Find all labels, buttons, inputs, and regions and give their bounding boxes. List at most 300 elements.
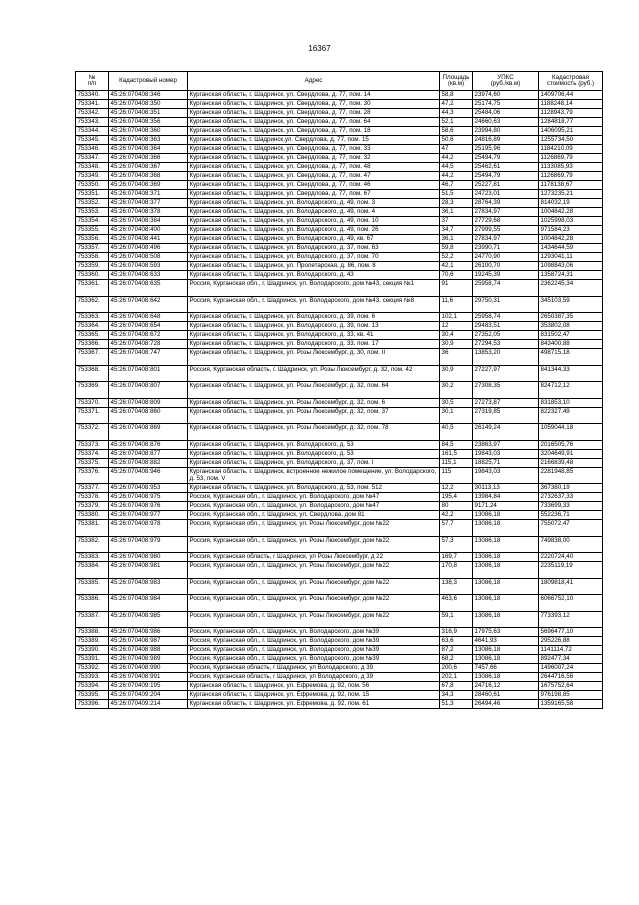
cadastral-cost-cell: 2220724,40 bbox=[539, 553, 603, 562]
cadastral-cost-cell: 841344,33 bbox=[539, 365, 603, 382]
cadastral-number-cell: 45:26:070408:366 bbox=[109, 154, 188, 163]
address-cell: Курганская область, г. Шадринск, ул. Володарского, д. 49, пом. 26 bbox=[188, 226, 440, 235]
address-cell: Курганская область, г. Шадринск, ул. Свердлова, д. 77, пом. 32 bbox=[188, 154, 440, 163]
upks-cell: 23994,80 bbox=[473, 127, 539, 136]
upks-cell: 19843,03 bbox=[473, 467, 539, 484]
area-cell: 44,2 bbox=[440, 172, 473, 181]
row-number-cell: 753349. bbox=[76, 172, 109, 181]
area-cell: 169,7 bbox=[440, 553, 473, 562]
cadastral-number-cell: 45:26:070408:672 bbox=[109, 331, 188, 340]
table-row bbox=[76, 440, 603, 449]
row-number-cell: 753385. bbox=[76, 578, 109, 595]
upks-cell: 27273,87 bbox=[473, 398, 539, 407]
area-cell: 138,3 bbox=[440, 578, 473, 595]
address-cell: Россия, Курганская обл., г. Шадринск, ул. Володарского, дом №39 bbox=[188, 646, 440, 655]
row-number-cell: 753377. bbox=[76, 484, 109, 493]
table-row bbox=[76, 673, 603, 682]
row-number-cell: 753359. bbox=[76, 262, 109, 271]
table-row bbox=[76, 199, 603, 208]
row-number-cell: 753342. bbox=[76, 109, 109, 118]
row-number-cell: 753343. bbox=[76, 118, 109, 127]
cadastral-cost-cell: 552236,71 bbox=[539, 511, 603, 520]
row-number-cell: 753381. bbox=[76, 520, 109, 537]
cadastral-cost-cell: 1284818,77 bbox=[539, 118, 603, 127]
area-cell: 36,1 bbox=[440, 235, 473, 244]
area-cell: 28,3 bbox=[440, 199, 473, 208]
cadastral-cost-cell: 6066752,10 bbox=[539, 595, 603, 612]
address-cell: Курганская область, г. Шадринск, ул. Володарского, д. 37, пом. 63 bbox=[188, 244, 440, 253]
row-number-cell: 753384. bbox=[76, 562, 109, 579]
table-row bbox=[76, 296, 603, 313]
address-cell: Курганская область, г. Шадринск, ул. Свердлова, д. 77, пом. 67 bbox=[188, 190, 440, 199]
table-row bbox=[76, 349, 603, 366]
cadastral-number-cell: 45:26:070408:400 bbox=[109, 226, 188, 235]
upks-cell: 30113,13 bbox=[473, 484, 539, 493]
table-row bbox=[76, 562, 603, 579]
table-row bbox=[76, 313, 603, 322]
area-cell: 52,2 bbox=[440, 253, 473, 262]
upks-cell: 13086,18 bbox=[473, 595, 539, 612]
header-num-label: № п/п bbox=[87, 73, 97, 87]
cadastral-cost-cell: 1434644,59 bbox=[539, 244, 603, 253]
table-row bbox=[76, 217, 603, 226]
row-number-cell: 753361. bbox=[76, 280, 109, 297]
row-number-cell: 753351. bbox=[76, 190, 109, 199]
cadastral-cost-cell: 814032,19 bbox=[539, 199, 603, 208]
cadastral-cost-cell: 1178138,67 bbox=[539, 181, 603, 190]
address-cell: Курганская область, г. Шадринск, ул. Розы Люксембург, д. 32, пом. 37 bbox=[188, 407, 440, 424]
table-row bbox=[76, 365, 603, 382]
upks-cell: 13086,18 bbox=[473, 646, 539, 655]
upks-cell: 27834,97 bbox=[473, 208, 539, 217]
row-number-cell: 753382. bbox=[76, 536, 109, 553]
row-number-cell: 753367. bbox=[76, 349, 109, 366]
area-cell: 46,7 bbox=[440, 181, 473, 190]
table-row bbox=[76, 253, 603, 262]
area-cell: 67,8 bbox=[440, 682, 473, 691]
table-row bbox=[76, 382, 603, 399]
row-number-cell: 753391. bbox=[76, 655, 109, 664]
table-row bbox=[76, 691, 603, 700]
upks-cell: 13086,18 bbox=[473, 553, 539, 562]
upks-cell: 27308,35 bbox=[473, 382, 539, 399]
table-row bbox=[76, 181, 603, 190]
upks-cell: 29483,51 bbox=[473, 322, 539, 331]
header-cadastral-cost bbox=[539, 72, 603, 91]
table-row bbox=[76, 154, 603, 163]
address-cell: Курганская область, г. Шадринск, ул. Володарского, д. 49, кв. 67 bbox=[188, 235, 440, 244]
table-row bbox=[76, 611, 603, 628]
cadastral-number-cell: 45:26:070408:975 bbox=[109, 493, 188, 502]
table-row bbox=[76, 449, 603, 458]
row-number-cell: 753360. bbox=[76, 271, 109, 280]
page-number: 16367 bbox=[308, 44, 331, 53]
upks-cell: 26100,70 bbox=[473, 262, 539, 271]
row-number-cell: 753390. bbox=[76, 646, 109, 655]
row-number-cell: 753364. bbox=[76, 322, 109, 331]
address-cell: Курганская область, г. Шадринск, ул. Володарского, д. 49, пом. 4 bbox=[188, 208, 440, 217]
cadastral-number-cell: 45:26:070409:214 bbox=[109, 700, 188, 709]
area-cell: 195,4 bbox=[440, 493, 473, 502]
row-number-cell: 753357. bbox=[76, 244, 109, 253]
address-cell: Курганская область, г. Шадринск, ул. Свердлова, д. 77, пом. 47 bbox=[188, 172, 440, 181]
upks-cell: 18825,71 bbox=[473, 458, 539, 467]
cadastral-cost-cell: 2732637,33 bbox=[539, 493, 603, 502]
row-number-cell: 753383. bbox=[76, 553, 109, 562]
table-row bbox=[76, 109, 603, 118]
cadastral-cost-cell: 498715,18 bbox=[539, 349, 603, 366]
address-cell: Курганская область, г. Шадринск, ул. Володарского, д. 39, пом. 13 bbox=[188, 322, 440, 331]
address-cell: Курганская область, г. Шадринск, ул. Ефремова, д. 92, пом. 61 bbox=[188, 700, 440, 709]
row-number-cell: 753355. bbox=[76, 226, 109, 235]
cadastral-number-cell: 45:26:070408:350 bbox=[109, 100, 188, 109]
cadastral-cost-cell: 345103,59 bbox=[539, 296, 603, 313]
cadastral-number-cell: 45:26:070408:356 bbox=[109, 118, 188, 127]
table-row bbox=[76, 340, 603, 349]
upks-cell: 13984,84 bbox=[473, 493, 539, 502]
area-cell: 30,5 bbox=[440, 398, 473, 407]
cadastral-cost-cell: 773393,12 bbox=[539, 611, 603, 628]
address-cell: Курганская область, г. Шадринск, ул. Розы Люксембург, д. 30, пом. II bbox=[188, 349, 440, 366]
row-number-cell: 753393. bbox=[76, 673, 109, 682]
address-cell: Курганская область, г. Шадринск, ул. Володарского, д. 53, пом. 512 bbox=[188, 484, 440, 493]
table-row bbox=[76, 493, 603, 502]
cadastral-number-cell: 45:26:070408:593 bbox=[109, 262, 188, 271]
cadastral-number-cell: 45:26:070408:882 bbox=[109, 458, 188, 467]
cadastral-cost-cell: 1409706,44 bbox=[539, 91, 603, 100]
cadastral-number-cell: 45:26:070408:877 bbox=[109, 449, 188, 458]
area-cell: 30,4 bbox=[440, 331, 473, 340]
address-cell: Россия, Курганская обл., г. Шадринск, ул. Розы Люксембург, дом №22 bbox=[188, 578, 440, 595]
upks-cell: 27352,05 bbox=[473, 331, 539, 340]
cadastral-cost-cell: 2016505,76 bbox=[539, 440, 603, 449]
cadastral-cost-cell: 2235119,19 bbox=[539, 562, 603, 579]
upks-cell: 27294,53 bbox=[473, 340, 539, 349]
address-cell: Курганская область, г. Шадринск, ул. Володарского, д. 33, пом. 17 bbox=[188, 340, 440, 349]
address-cell: Курганская область, г. Шадринск, ул. Свердлова, д. 77, пом. 28 bbox=[188, 109, 440, 118]
cadastral-cost-cell: 295226,88 bbox=[539, 637, 603, 646]
upks-cell: 25195,96 bbox=[473, 145, 539, 154]
area-cell: 87,2 bbox=[440, 646, 473, 655]
upks-cell: 13086,18 bbox=[473, 511, 539, 520]
row-number-cell: 753371. bbox=[76, 407, 109, 424]
upks-cell: 7457,66 bbox=[473, 664, 539, 673]
address-cell: Курганская область, г. Шадринск, ул. Розы Люксембург, д. 32, пом. 78 bbox=[188, 424, 440, 441]
address-cell: Курганская область, г. Шадринск, ул. Володарского, д. 49, пом. 10 bbox=[188, 217, 440, 226]
cadastral-cost-cell: 2362245,34 bbox=[539, 280, 603, 297]
area-cell: 36,1 bbox=[440, 208, 473, 217]
cadastral-number-cell: 45:26:070408:633 bbox=[109, 271, 188, 280]
cadastral-cost-cell: 367380,19 bbox=[539, 484, 603, 493]
row-number-cell: 753353. bbox=[76, 208, 109, 217]
cadastral-cost-cell: 1809818,41 bbox=[539, 578, 603, 595]
cadastral-number-cell: 45:26:070408:654 bbox=[109, 322, 188, 331]
address-cell: Россия, Курганская область, г Шадринск, ул Розы Люксембург, д 22 bbox=[188, 553, 440, 562]
upks-cell: 27999,55 bbox=[473, 226, 539, 235]
upks-cell: 25462,61 bbox=[473, 163, 539, 172]
row-number-cell: 753362. bbox=[76, 296, 109, 313]
cadastral-number-cell: 45:26:070408:367 bbox=[109, 163, 188, 172]
address-cell: Россия, Курганская обл., г. Шадринск, ул. Володарского, дом №43, секция №8 bbox=[188, 296, 440, 313]
row-number-cell: 753396. bbox=[76, 700, 109, 709]
cadastral-cost-cell: 1358724,31 bbox=[539, 271, 603, 280]
upks-cell: 4641,93 bbox=[473, 637, 539, 646]
address-cell: Курганская область, г. Шадринск, ул. Володарского, д. 49, пом. 3 bbox=[188, 199, 440, 208]
table-header-row bbox=[76, 72, 603, 91]
cadastral-number-cell: 45:26:070408:860 bbox=[109, 407, 188, 424]
area-cell: 12 bbox=[440, 322, 473, 331]
cadastral-cost-cell: 831853,10 bbox=[539, 398, 603, 407]
area-cell: 84,5 bbox=[440, 440, 473, 449]
address-cell: Россия, Курганская обл., г. Шадринск, ул. Володарского, дом №39 bbox=[188, 628, 440, 637]
upks-cell: 24770,90 bbox=[473, 253, 539, 262]
table-body bbox=[76, 91, 603, 709]
cadastral-number-cell: 45:26:070408:369 bbox=[109, 181, 188, 190]
upks-cell: 13086,18 bbox=[473, 673, 539, 682]
cadastral-number-cell: 45:26:070408:977 bbox=[109, 511, 188, 520]
upks-cell: 19245,39 bbox=[473, 271, 539, 280]
address-cell: Россия, Курганская обл., г. Шадринск, ул. Володарского, дом №43, секция №1 bbox=[188, 280, 440, 297]
cadastral-cost-cell: 1126869,79 bbox=[539, 154, 603, 163]
upks-cell: 13086,18 bbox=[473, 536, 539, 553]
address-cell: Россия, Курганская область, г Шадринск, ул Володарского, д 39 bbox=[188, 664, 440, 673]
area-cell: 58,6 bbox=[440, 127, 473, 136]
row-number-cell: 753375. bbox=[76, 458, 109, 467]
cadastral-cost-cell: 1184210,09 bbox=[539, 145, 603, 154]
upks-cell: 24660,63 bbox=[473, 118, 539, 127]
cadastral-number-cell: 45:26:070409:204 bbox=[109, 691, 188, 700]
cadastral-number-cell: 45:26:070409:195 bbox=[109, 682, 188, 691]
upks-cell: 27319,85 bbox=[473, 407, 539, 424]
table-row bbox=[76, 536, 603, 553]
table-row bbox=[76, 484, 603, 493]
table-row bbox=[76, 682, 603, 691]
upks-cell: 28764,39 bbox=[473, 199, 539, 208]
table-row bbox=[76, 511, 603, 520]
area-cell: 91 bbox=[440, 280, 473, 297]
cadastral-cost-cell: 2644716,56 bbox=[539, 673, 603, 682]
cadastral-number-cell: 45:26:070408:980 bbox=[109, 553, 188, 562]
upks-cell: 9171,24 bbox=[473, 502, 539, 511]
upks-cell: 26494,46 bbox=[473, 700, 539, 709]
row-number-cell: 753341. bbox=[76, 100, 109, 109]
address-cell: Россия, Курганская обл., г. Шадринск, ул. Розы Люксембург, дом №22 bbox=[188, 536, 440, 553]
cadastral-number-cell: 45:26:070408:351 bbox=[109, 109, 188, 118]
table-row bbox=[76, 280, 603, 297]
cadastral-cost-cell: 1406095,21 bbox=[539, 127, 603, 136]
row-number-cell: 753376. bbox=[76, 467, 109, 484]
address-cell: Россия, Курганская область, г Шадринск, ул Володарского, д 39 bbox=[188, 673, 440, 682]
address-cell: Россия, Курганская обл., г. Шадринск, ул. Розы Люксембург, дом №22 bbox=[188, 611, 440, 628]
area-cell: 316,9 bbox=[440, 628, 473, 637]
cadastral-number-cell: 45:26:070408:371 bbox=[109, 190, 188, 199]
row-number-cell: 753370. bbox=[76, 398, 109, 407]
cadastral-cost-cell: 1273235,21 bbox=[539, 190, 603, 199]
cadastral-cost-cell: 1188248,14 bbox=[539, 100, 603, 109]
header-area-label: Площадь (кв.м) bbox=[442, 73, 470, 87]
cadastral-cost-cell: 1059044,18 bbox=[539, 424, 603, 441]
table-row bbox=[76, 467, 603, 484]
area-cell: 463,6 bbox=[440, 595, 473, 612]
area-cell: 68,2 bbox=[440, 655, 473, 664]
area-cell: 47,2 bbox=[440, 100, 473, 109]
row-number-cell: 753369. bbox=[76, 382, 109, 399]
area-cell: 44,3 bbox=[440, 109, 473, 118]
row-number-cell: 753368. bbox=[76, 365, 109, 382]
area-cell: 30,1 bbox=[440, 407, 473, 424]
cadastral-number-cell: 45:26:070408:747 bbox=[109, 349, 188, 366]
address-cell: Курганская область, г. Шадринск, ул. Розы Люксембург, д. 32, пом. 64 bbox=[188, 382, 440, 399]
table-row bbox=[76, 520, 603, 537]
address-cell: Россия, Курганская область, г. Шадринск, ул. Розы Люксембург, д. 32, пом. 42 bbox=[188, 365, 440, 382]
row-number-cell: 753365. bbox=[76, 331, 109, 340]
cadastral-number-cell: 45:26:070408:976 bbox=[109, 502, 188, 511]
address-cell: Россия, Курганская обл., г. Шадринск, ул. Свердлова, дом 81 bbox=[188, 511, 440, 520]
area-cell: 30,2 bbox=[440, 382, 473, 399]
row-number-cell: 753347. bbox=[76, 154, 109, 163]
table-row bbox=[76, 595, 603, 612]
row-number-cell: 753346. bbox=[76, 145, 109, 154]
row-number-cell: 753345. bbox=[76, 136, 109, 145]
header-address-label: Адрес bbox=[304, 76, 323, 84]
upks-cell: 24716,12 bbox=[473, 682, 539, 691]
address-cell: Курганская область, г. Шадринск, встроенное нежилое помещение, ул. Володарского, д. 53, пом. V bbox=[188, 467, 440, 484]
cadastral-number-cell: 45:26:070408:496 bbox=[109, 244, 188, 253]
address-cell: Россия, Курганская обл., г. Шадринск, ул. Володарского, дом №47 bbox=[188, 493, 440, 502]
address-cell: Курганская область, г. Шадринск, ул. Володарского, д. 53 bbox=[188, 440, 440, 449]
table-row bbox=[76, 398, 603, 407]
cadastral-cost-cell: 843400,88 bbox=[539, 340, 603, 349]
address-cell: Курганская область, г. Шадринск, ул. Ефремова, д. 92, пом. 15 bbox=[188, 691, 440, 700]
table-row bbox=[76, 502, 603, 511]
address-cell: Курганская область, г. Шадринск, ул. Свердлова, д. 77, пом. 14 bbox=[188, 91, 440, 100]
address-cell: Россия, Курганская обл., г. Шадринск, ул. Розы Люксембург, дом №22 bbox=[188, 595, 440, 612]
upks-cell: 13086,18 bbox=[473, 578, 539, 595]
row-number-cell: 753358. bbox=[76, 253, 109, 262]
row-number-cell: 753392. bbox=[76, 664, 109, 673]
area-cell: 80 bbox=[440, 502, 473, 511]
area-cell: 59,8 bbox=[440, 244, 473, 253]
cadastral-cost-cell: 892477,34 bbox=[539, 655, 603, 664]
cadastral-cost-cell: 822327,49 bbox=[539, 407, 603, 424]
area-cell: 161,5 bbox=[440, 449, 473, 458]
table-row bbox=[76, 424, 603, 441]
cadastral-number-cell: 45:26:070408:363 bbox=[109, 136, 188, 145]
address-cell: Россия, Курганская обл., г. Шадринск, ул. Володарского, дом №47 bbox=[188, 502, 440, 511]
area-cell: 52,1 bbox=[440, 118, 473, 127]
table-row bbox=[76, 553, 603, 562]
address-cell: Курганская область, г. Шадринск, ул. Свердлова, д. 77, пом. 18 bbox=[188, 127, 440, 136]
area-cell: 58,8 bbox=[440, 91, 473, 100]
table-row bbox=[76, 655, 603, 664]
area-cell: 51,5 bbox=[440, 190, 473, 199]
cadastral-number-cell: 45:26:070408:648 bbox=[109, 313, 188, 322]
area-cell: 51,3 bbox=[440, 700, 473, 709]
row-number-cell: 753374. bbox=[76, 449, 109, 458]
cadastral-number-cell: 45:26:070408:807 bbox=[109, 382, 188, 399]
upks-cell: 25174,75 bbox=[473, 100, 539, 109]
row-number-cell: 753378. bbox=[76, 493, 109, 502]
table-row bbox=[76, 208, 603, 217]
address-cell: Россия, Курганская обл., г. Шадринск, ул. Володарского, дом №39 bbox=[188, 637, 440, 646]
upks-cell: 25494,79 bbox=[473, 172, 539, 181]
upks-cell: 23990,71 bbox=[473, 244, 539, 253]
address-cell: Курганская область, г. Шадринск, ул. Свердлова, д. 77, пом. 64 bbox=[188, 118, 440, 127]
cadastral-number-cell: 45:26:070408:946 bbox=[109, 467, 188, 484]
cadastral-number-cell: 45:26:070408:728 bbox=[109, 340, 188, 349]
upks-cell: 25484,06 bbox=[473, 109, 539, 118]
row-number-cell: 753386. bbox=[76, 595, 109, 612]
area-cell: 47 bbox=[440, 145, 473, 154]
cadastral-number-cell: 45:26:070408:953 bbox=[109, 484, 188, 493]
cadastral-number-cell: 45:26:070408:869 bbox=[109, 424, 188, 441]
upks-cell: 13853,20 bbox=[473, 349, 539, 366]
row-number-cell: 753352. bbox=[76, 199, 109, 208]
header-cadastral-number bbox=[109, 72, 188, 91]
cadastral-cost-cell: 2650387,35 bbox=[539, 313, 603, 322]
table-row bbox=[76, 322, 603, 331]
header-upks bbox=[473, 72, 539, 91]
area-cell: 57,7 bbox=[440, 520, 473, 537]
cadastral-cost-cell: 831502,47 bbox=[539, 331, 603, 340]
area-cell: 200,6 bbox=[440, 664, 473, 673]
cadastral-cost-cell: 1025998,03 bbox=[539, 217, 603, 226]
cadastral-cost-cell: 5696477,10 bbox=[539, 628, 603, 637]
row-number-cell: 753354. bbox=[76, 217, 109, 226]
cadastral-number-cell: 45:26:070408:990 bbox=[109, 664, 188, 673]
area-cell: 30,9 bbox=[440, 365, 473, 382]
address-cell: Россия, Курганская обл., г. Шадринск, ул. Розы Люксембург, дом №22 bbox=[188, 520, 440, 537]
area-cell: 57,3 bbox=[440, 536, 473, 553]
area-cell: 50,6 bbox=[440, 136, 473, 145]
cadastral-number-cell: 45:26:070408:801 bbox=[109, 365, 188, 382]
header-cost-label: Кадастровая стоимость (руб.) bbox=[546, 73, 595, 87]
area-cell: 40,5 bbox=[440, 424, 473, 441]
table-row bbox=[76, 118, 603, 127]
area-cell: 36 bbox=[440, 349, 473, 366]
upks-cell: 13086,18 bbox=[473, 520, 539, 537]
address-cell: Курганская область, г. Шадринск,ул. Свердлова, д. 77, пом. 15 bbox=[188, 136, 440, 145]
address-cell: Курганская область, г. Шадринск, ул. Свердлова, д. 77, пом. 33 bbox=[188, 145, 440, 154]
row-number-cell: 753380. bbox=[76, 511, 109, 520]
cadastral-number-cell: 45:26:070408:979 bbox=[109, 536, 188, 553]
area-cell: 42,1 bbox=[440, 262, 473, 271]
table-row bbox=[76, 628, 603, 637]
cadastral-cost-cell: 1098843,06 bbox=[539, 262, 603, 271]
cadastral-number-cell: 45:26:070408:978 bbox=[109, 520, 188, 537]
cadastral-cost-cell: 971584,23 bbox=[539, 226, 603, 235]
row-number-cell: 753363. bbox=[76, 313, 109, 322]
row-number-cell: 753366. bbox=[76, 340, 109, 349]
area-cell: 115,1 bbox=[440, 458, 473, 467]
header-num bbox=[76, 72, 109, 91]
cadastral-cost-cell: 1004842,28 bbox=[539, 235, 603, 244]
address-cell: Курганская область, г. Шадринск, ул. Володарского, д. 33, кв. 41 bbox=[188, 331, 440, 340]
row-number-cell: 753395. bbox=[76, 691, 109, 700]
cadastral-cost-cell: 1141114,72 bbox=[539, 646, 603, 655]
address-cell: Курганская область, г. Шадринск, ул. Володарского, д. 37, пом. 70 bbox=[188, 253, 440, 262]
upks-cell: 23974,60 bbox=[473, 91, 539, 100]
cadastral-cost-cell: 1004842,28 bbox=[539, 208, 603, 217]
upks-cell: 25494,79 bbox=[473, 154, 539, 163]
upks-cell: 13086,18 bbox=[473, 562, 539, 579]
row-number-cell: 753344. bbox=[76, 127, 109, 136]
table-row bbox=[76, 172, 603, 181]
area-cell: 63,6 bbox=[440, 637, 473, 646]
table-row bbox=[76, 244, 603, 253]
cadastral-cost-cell: 1126869,79 bbox=[539, 172, 603, 181]
table-row bbox=[76, 91, 603, 100]
